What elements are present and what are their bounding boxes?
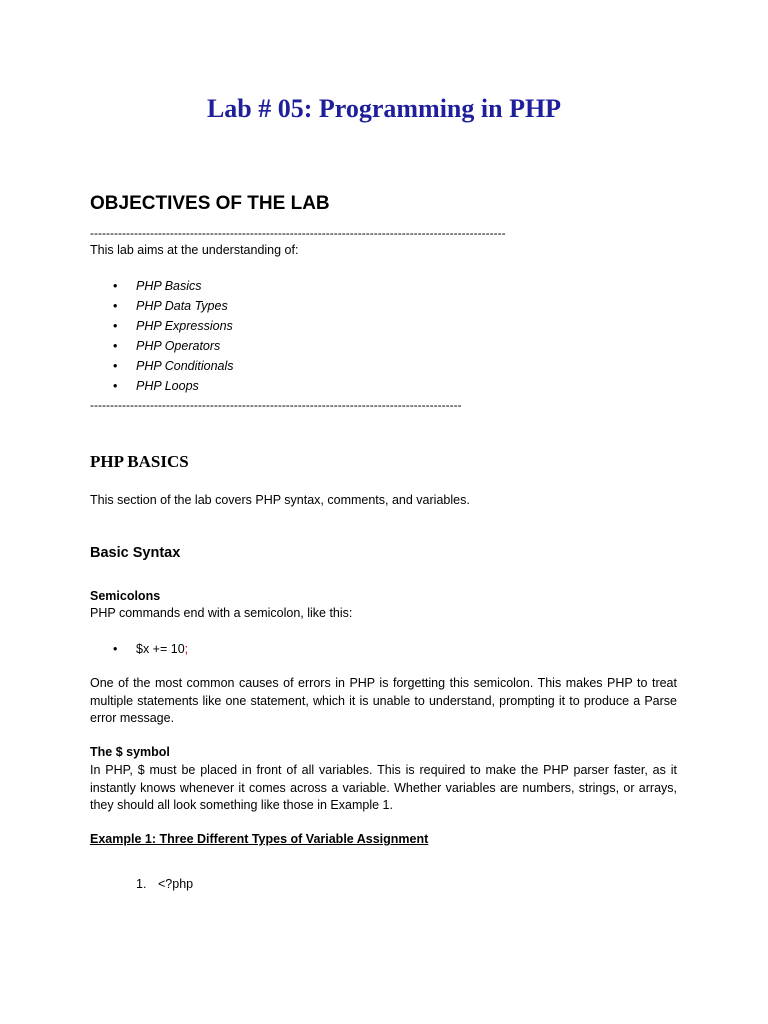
bullet-icon: • xyxy=(113,339,118,353)
code-example-semicolon xyxy=(136,641,188,658)
code-line-number: 1. xyxy=(136,877,147,891)
semicolons-subheading: Semicolons xyxy=(90,589,161,603)
divider-top: -------------------------------------------------------------------------------------------------------- xyxy=(90,226,506,240)
semicolon-highlight: ; xyxy=(184,642,189,656)
semicolons-paragraph: One of the most common causes of errors in PHP is forgetting this semicolon. This makes PHP to treat multiple statements like one statement, which it is unable to understand, prompting it to produce a Parse error message. xyxy=(90,676,677,725)
semicolons-text: PHP commands end with a semicolon, like this: xyxy=(90,606,353,620)
bullet-icon: • xyxy=(113,279,118,293)
bullet-icon: • xyxy=(113,379,118,393)
divider-bottom: --------------------------------------------------------------------------------------------- xyxy=(90,398,462,412)
bullet-icon: • xyxy=(113,319,118,333)
php-basics-intro: This section of the lab covers PHP syntax, comments, and variables. xyxy=(90,493,470,507)
code-statement: $x += 10 xyxy=(136,642,185,656)
example-1-heading: Example 1: Three Different Types of Variable Assignment xyxy=(90,832,429,846)
objectives-heading: OBJECTIVES OF THE LAB xyxy=(90,193,330,214)
page-title: Lab # 05: Programming in PHP xyxy=(206,94,562,123)
objectives-intro: This lab aims at the understanding of: xyxy=(90,243,299,257)
code-line: <?php xyxy=(158,877,194,891)
document-page: Lab # 05: Programming in PHP OBJECTIVES OF THE LAB -------------------------------------------------------------------------------------------------------- This lab aims at the understanding of: • PHP Basics • PHP Data Types • PHP Expressions • PHP Operators • PHP Conditionals • PHP Loops --------------------------------------------------------------------------------------------- PHP BASICS This section of the lab covers PHP syntax, comments, and variables. Basic Syntax Semicolons PHP commands end with a semicolon, like this: • $x += 10; One of the most common causes of errors in PHP is forgetting this semicolon. This makes PHP to treat multiple statements like one statement, which it is unable to understand, prompting it to produce a Parse error message. The $ symbol In PHP, $ must be placed in front of all variables. This is required to make the PHP parser faster, as it instantly knows whenever it comes across a variable. Whether variables are numbers, strings, or arrays, they should all look something like those in Example 1. Example 1: Three Different Types of Variable Assignment 1. <?php xyxy=(0,0,768,1024)
bullet-icon: • xyxy=(113,359,118,373)
basic-syntax-heading: Basic Syntax xyxy=(90,545,181,561)
php-basics-heading: PHP BASICS xyxy=(90,452,189,471)
dollar-symbol-subheading: The $ symbol xyxy=(90,745,170,759)
bullet-icon: • xyxy=(113,299,118,313)
dollar-symbol-paragraph: In PHP, $ must be placed in front of all variables. This is required to make the PHP parser faster, as it instantly knows whenever it comes across a variable. Whether variables are numbers, strings, or arrays, they should all look something like those in Example 1. xyxy=(90,763,677,812)
bullet-icon: • xyxy=(113,642,118,656)
